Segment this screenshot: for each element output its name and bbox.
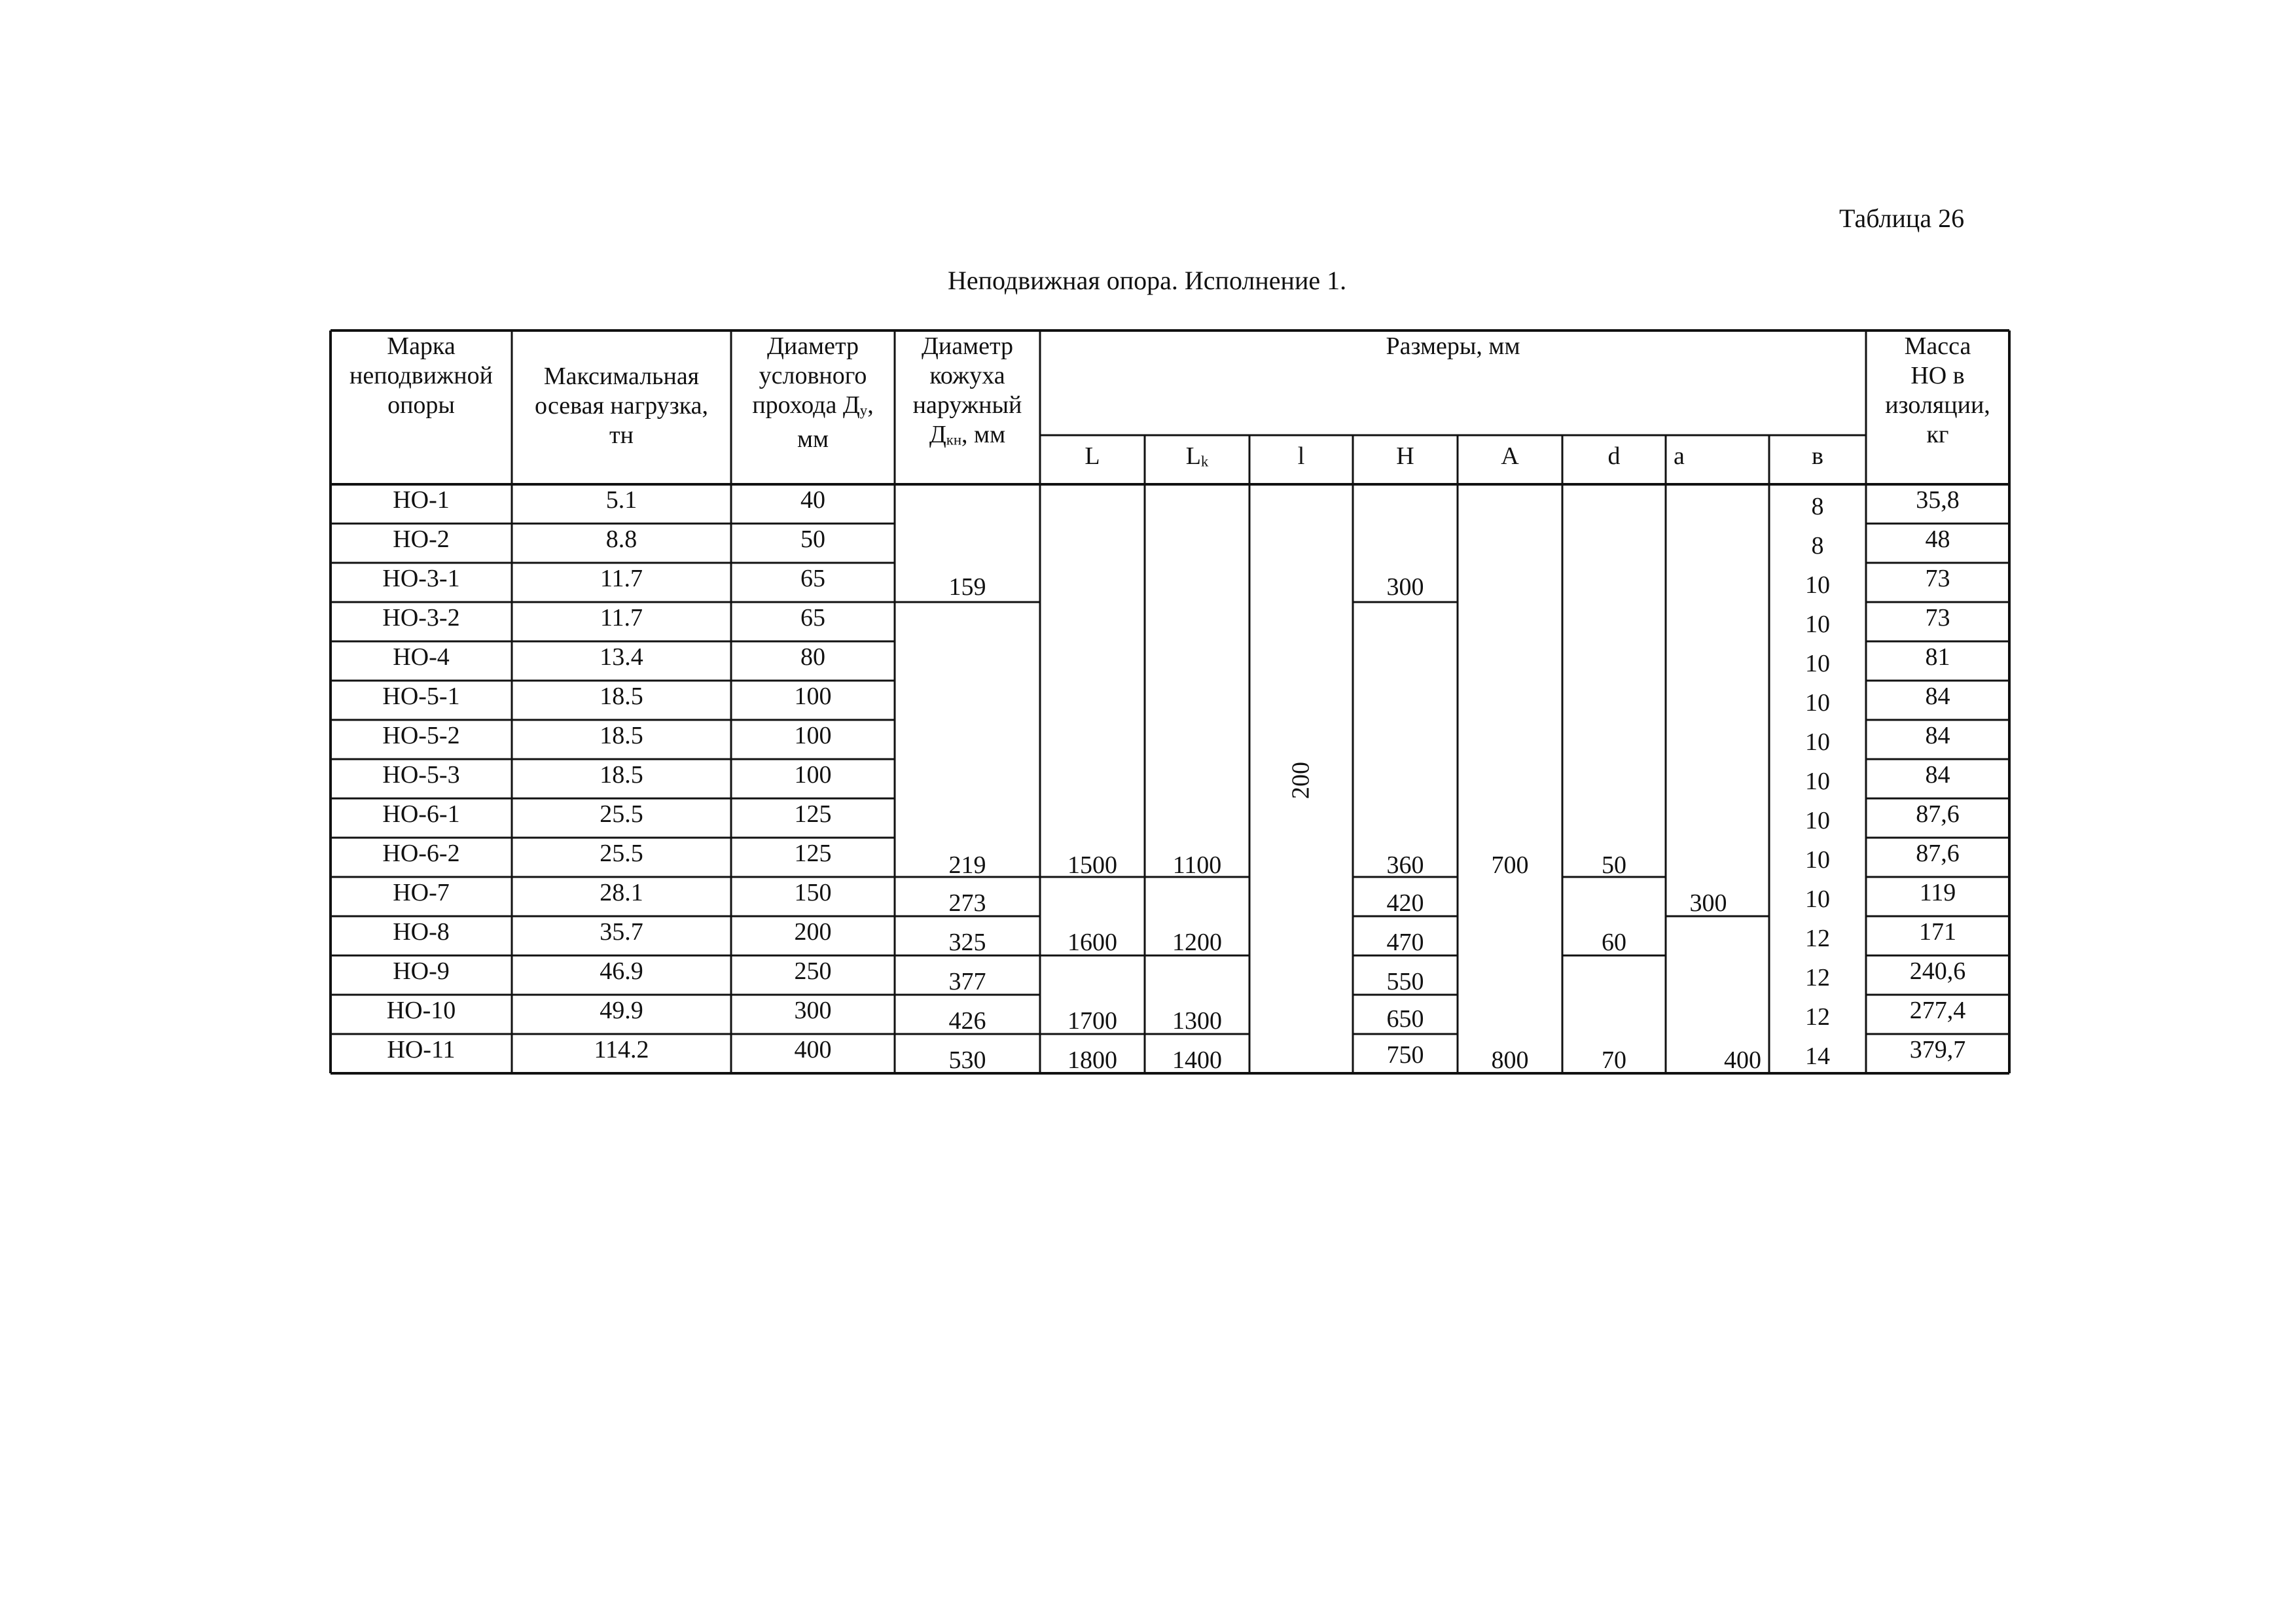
cell-b: 10 [1805, 611, 1830, 638]
merged-H-550: 550 [1386, 968, 1424, 995]
cell-load: 114.2 [594, 1036, 649, 1063]
cell-load: 49.9 [600, 997, 643, 1024]
cell-b: 8 [1811, 532, 1824, 560]
cell-nominal-diameter: 100 [794, 722, 832, 749]
cell-mass: 73 [1925, 565, 1950, 592]
cell-mass: 84 [1925, 761, 1950, 789]
merged-A-700: 700 [1491, 851, 1529, 879]
merged-L-1500: 1500 [1067, 851, 1117, 879]
cell-mark: НО-8 [393, 918, 450, 946]
header-mass: Масса НО в изоляции, кг [1885, 332, 1990, 448]
merged-H-420: 420 [1386, 889, 1424, 917]
cell-nominal-diameter: 125 [794, 840, 832, 867]
cell-b: 10 [1805, 689, 1830, 717]
cell-mark: НО-10 [386, 997, 456, 1024]
subheader-Lk: $L_k$ [1185, 442, 1209, 470]
subheader-d: d [1607, 442, 1621, 470]
header-casing-diameter: Диаметр кожуха наружный $Д_{кн}$, мм [912, 332, 1022, 448]
cell-nominal-diameter: 200 [794, 918, 832, 946]
cell-b: 10 [1805, 885, 1830, 913]
cell-load: 11.7 [600, 604, 643, 632]
header-mark: Марка неподвижной опоры [350, 332, 493, 419]
cell-mass: 119 [1919, 879, 1956, 906]
cell-load: 18.5 [600, 683, 643, 710]
cell-mass: 48 [1925, 526, 1950, 553]
cell-mass: 84 [1925, 683, 1950, 710]
merged-Lk-1200: 1200 [1172, 929, 1222, 956]
cell-mass: 87,6 [1916, 800, 1960, 828]
subheader-L: L [1085, 442, 1100, 470]
cell-b: 14 [1805, 1043, 1830, 1070]
cell-mass: 87,6 [1916, 840, 1960, 867]
subheader-b: в [1812, 442, 1823, 470]
cell-mass: 81 [1925, 643, 1950, 671]
merged-l-200: 200 [1287, 762, 1315, 799]
cell-load: 5.1 [605, 486, 637, 514]
cell-load: 35.7 [600, 918, 643, 946]
merged-L-1600: 1600 [1067, 929, 1117, 956]
cell-b: 8 [1811, 493, 1824, 520]
merged-casing-273: 273 [948, 889, 986, 917]
cell-load: 28.1 [600, 879, 643, 906]
cell-nominal-diameter: 100 [794, 761, 832, 789]
cell-b: 10 [1805, 846, 1830, 874]
support-table [331, 330, 2009, 1072]
cell-nominal-diameter: 40 [800, 486, 825, 514]
cell-mark: НО-6-2 [382, 840, 460, 867]
cell-b: 12 [1805, 925, 1830, 952]
table-caption: Таблица 26 [1839, 204, 1965, 233]
cell-nominal-diameter: 300 [794, 997, 832, 1024]
cell-b: 10 [1805, 650, 1830, 677]
cell-mass: 277,4 [1909, 997, 1966, 1024]
cell-nominal-diameter: 100 [794, 683, 832, 710]
cell-mark: НО-9 [393, 957, 450, 985]
merged-H-750: 750 [1386, 1041, 1424, 1069]
cell-nominal-diameter: 50 [800, 526, 825, 553]
merged-H-650: 650 [1386, 1005, 1424, 1033]
subheader-A: A [1501, 442, 1519, 470]
cell-load: 13.4 [600, 643, 643, 671]
cell-b: 10 [1805, 768, 1830, 795]
cell-mass: 240,6 [1909, 957, 1966, 985]
cell-mark: НО-5-2 [382, 722, 460, 749]
cell-mass: 171 [1919, 918, 1956, 946]
cell-mass: 35,8 [1916, 486, 1960, 514]
cell-b: 12 [1805, 964, 1830, 991]
merged-casing-159: 159 [948, 573, 986, 601]
subheader-a: a [1674, 442, 1685, 470]
merged-Lk-1400: 1400 [1172, 1046, 1222, 1074]
cell-mark: НО-5-1 [382, 683, 460, 710]
merged-H-300: 300 [1386, 573, 1424, 601]
cell-mass: 84 [1925, 722, 1950, 749]
cell-load: 18.5 [600, 761, 643, 789]
cell-nominal-diameter: 125 [794, 800, 832, 828]
cell-load: 46.9 [600, 957, 643, 985]
cell-nominal-diameter: 65 [800, 604, 825, 632]
cell-mark: НО-2 [393, 526, 450, 553]
cell-load: 18.5 [600, 722, 643, 749]
merged-H-360: 360 [1386, 851, 1424, 879]
cell-mass: 379,7 [1909, 1036, 1966, 1063]
merged-casing-426: 426 [948, 1007, 986, 1035]
header-max-load: Максимальная осевая нагрузка, тн [535, 363, 708, 449]
cell-mark: НО-3-1 [382, 565, 460, 592]
cell-mark: НО-1 [393, 486, 450, 514]
merged-a-300: 300 [1689, 889, 1727, 917]
merged-H-470: 470 [1386, 929, 1424, 956]
cell-b: 12 [1805, 1003, 1830, 1031]
cell-b: 10 [1805, 807, 1830, 834]
cell-nominal-diameter: 65 [800, 565, 825, 592]
merged-casing-530: 530 [948, 1046, 986, 1074]
merged-casing-377: 377 [948, 968, 986, 995]
cell-load: 11.7 [600, 565, 643, 592]
cell-nominal-diameter: 150 [794, 879, 832, 906]
table-title: Неподвижная опора. Исполнение 1. [948, 266, 1347, 295]
header-nominal-diameter: Диаметр условного прохода $Д_у$, мм [752, 332, 874, 454]
merged-d-70: 70 [1602, 1046, 1626, 1074]
merged-Lk-1100: 1100 [1172, 851, 1222, 879]
merged-d-50: 50 [1602, 851, 1626, 879]
merged-L-1800: 1800 [1067, 1046, 1117, 1074]
subheader-H: H [1396, 442, 1414, 470]
cell-load: 25.5 [600, 840, 643, 867]
cell-mass: 73 [1925, 604, 1950, 632]
subheader-l: l [1297, 442, 1305, 470]
merged-d-60: 60 [1602, 929, 1626, 956]
cell-mark: НО-4 [393, 643, 450, 671]
cell-mark: НО-3-2 [382, 604, 460, 632]
merged-casing-219: 219 [948, 851, 986, 879]
cell-mark: НО-6-1 [382, 800, 460, 828]
cell-load: 25.5 [600, 800, 643, 828]
merged-casing-325: 325 [948, 929, 986, 956]
merged-A-800: 800 [1491, 1046, 1529, 1074]
cell-mark: НО-7 [393, 879, 450, 906]
cell-nominal-diameter: 250 [794, 957, 832, 985]
cell-nominal-diameter: 80 [800, 643, 825, 671]
cell-b: 10 [1805, 571, 1830, 599]
cell-load: 8.8 [605, 526, 637, 553]
cell-b: 10 [1805, 728, 1830, 756]
cell-mark: НО-5-3 [382, 761, 460, 789]
header-sizes: Размеры, мм [1386, 332, 1520, 360]
merged-Lk-1300: 1300 [1172, 1007, 1222, 1035]
cell-nominal-diameter: 400 [794, 1036, 832, 1063]
merged-L-1700: 1700 [1067, 1007, 1117, 1035]
cell-mark: НО-11 [387, 1036, 456, 1063]
merged-a-400: 400 [1724, 1046, 1761, 1074]
